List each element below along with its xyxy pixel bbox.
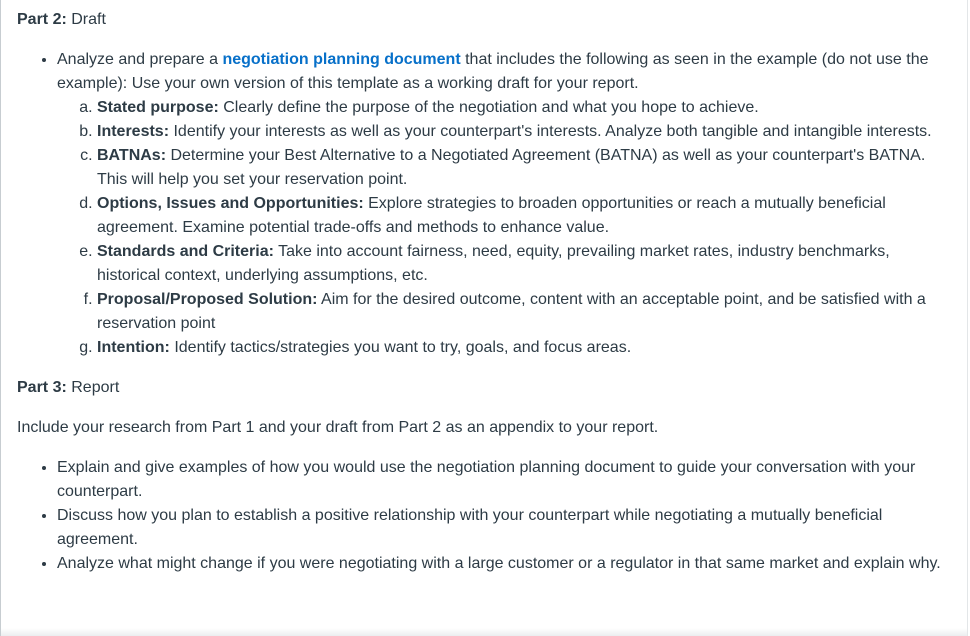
sublist-item-interests bbox=[97, 120, 952, 144]
sublist-item-proposal bbox=[97, 288, 952, 336]
part3-bullet: • Explain and give examples of how you would use the negotiation planning document to guide your conversation with your counterpart. bbox=[57, 456, 952, 504]
part3-intro: Include your research from Part 1 and your draft from Part 2 as an appendix to your report. bbox=[17, 419, 659, 436]
item-text: Take into account fairness, need, equity, prevailing market rates, industry benchmarks, historical context, underlying assumptions, etc. bbox=[97, 243, 890, 284]
part2-title: Draft bbox=[71, 11, 106, 28]
sublist-item-stated-purpose bbox=[97, 96, 952, 120]
part2-bullet-text-before: Analyze and prepare a bbox=[57, 51, 223, 68]
item-text: Explore strategies to broaden opportunities or reach a mutually beneficial agreement. Examine potential trade-offs and methods to enhance value. bbox=[97, 195, 886, 236]
part2-label: Part 2: bbox=[17, 11, 67, 28]
item-text: Identify your interests as well as your counterpart's interests. Analyze both tangible and intangible interests. bbox=[169, 123, 932, 140]
part3-label: Part 3: bbox=[17, 379, 67, 396]
part3-bullet: • Discuss how you plan to establish a positive relationship with your counterpart while negotiating a mutually beneficial agreement. bbox=[57, 504, 952, 552]
part2-sublist bbox=[57, 96, 952, 360]
part2-bullet bbox=[57, 48, 952, 360]
bottom-fade bbox=[1, 628, 967, 636]
item-text: Clearly define the purpose of the negotiation and what you hope to achieve. bbox=[218, 99, 759, 116]
negotiation-planning-document-link[interactable]: negotiation planning document bbox=[222, 51, 461, 68]
part2-heading bbox=[17, 8, 952, 32]
item-term: Stated purpose: bbox=[97, 99, 219, 116]
sublist-item-intention bbox=[97, 336, 952, 360]
item-term: Proposal/Proposed Solution: bbox=[97, 291, 318, 308]
item-text: Determine your Best Alternative to a Negotiated Agreement (BATNA) as well as your counterpart's BATNA. This will help you set your reservation point. bbox=[97, 147, 926, 188]
item-term: Intention: bbox=[97, 339, 170, 356]
part3-heading bbox=[17, 376, 952, 400]
part3-bullet: • Analyze what might change if you were negotiating with a large customer or a regulator in that same market and explain why. bbox=[57, 552, 952, 576]
item-text: Identify tactics/strategies you want to try, goals, and focus areas. bbox=[169, 339, 632, 356]
sublist-item-options bbox=[97, 192, 952, 240]
item-term: Options, Issues and Opportunities: bbox=[97, 195, 364, 212]
item-term: Standards and Criteria: bbox=[97, 243, 274, 260]
item-term: BATNAs: bbox=[97, 147, 167, 164]
part2-bullet-text-after: that includes the following as seen in the example (do not use the example): Use your own version of this template as a working draft for your report. bbox=[57, 51, 929, 92]
sublist-item-batnas bbox=[97, 144, 952, 192]
part2-bullet-list bbox=[17, 48, 952, 360]
item-text: Aim for the desired outcome, content with an acceptable point, and be satisfied with a reservation point bbox=[97, 291, 926, 332]
part3-title: Report bbox=[71, 379, 120, 396]
assignment-content bbox=[17, 8, 952, 576]
part3-bullet-list bbox=[17, 456, 952, 576]
sublist-item-standards bbox=[97, 240, 952, 288]
item-term: Interests: bbox=[97, 123, 170, 140]
